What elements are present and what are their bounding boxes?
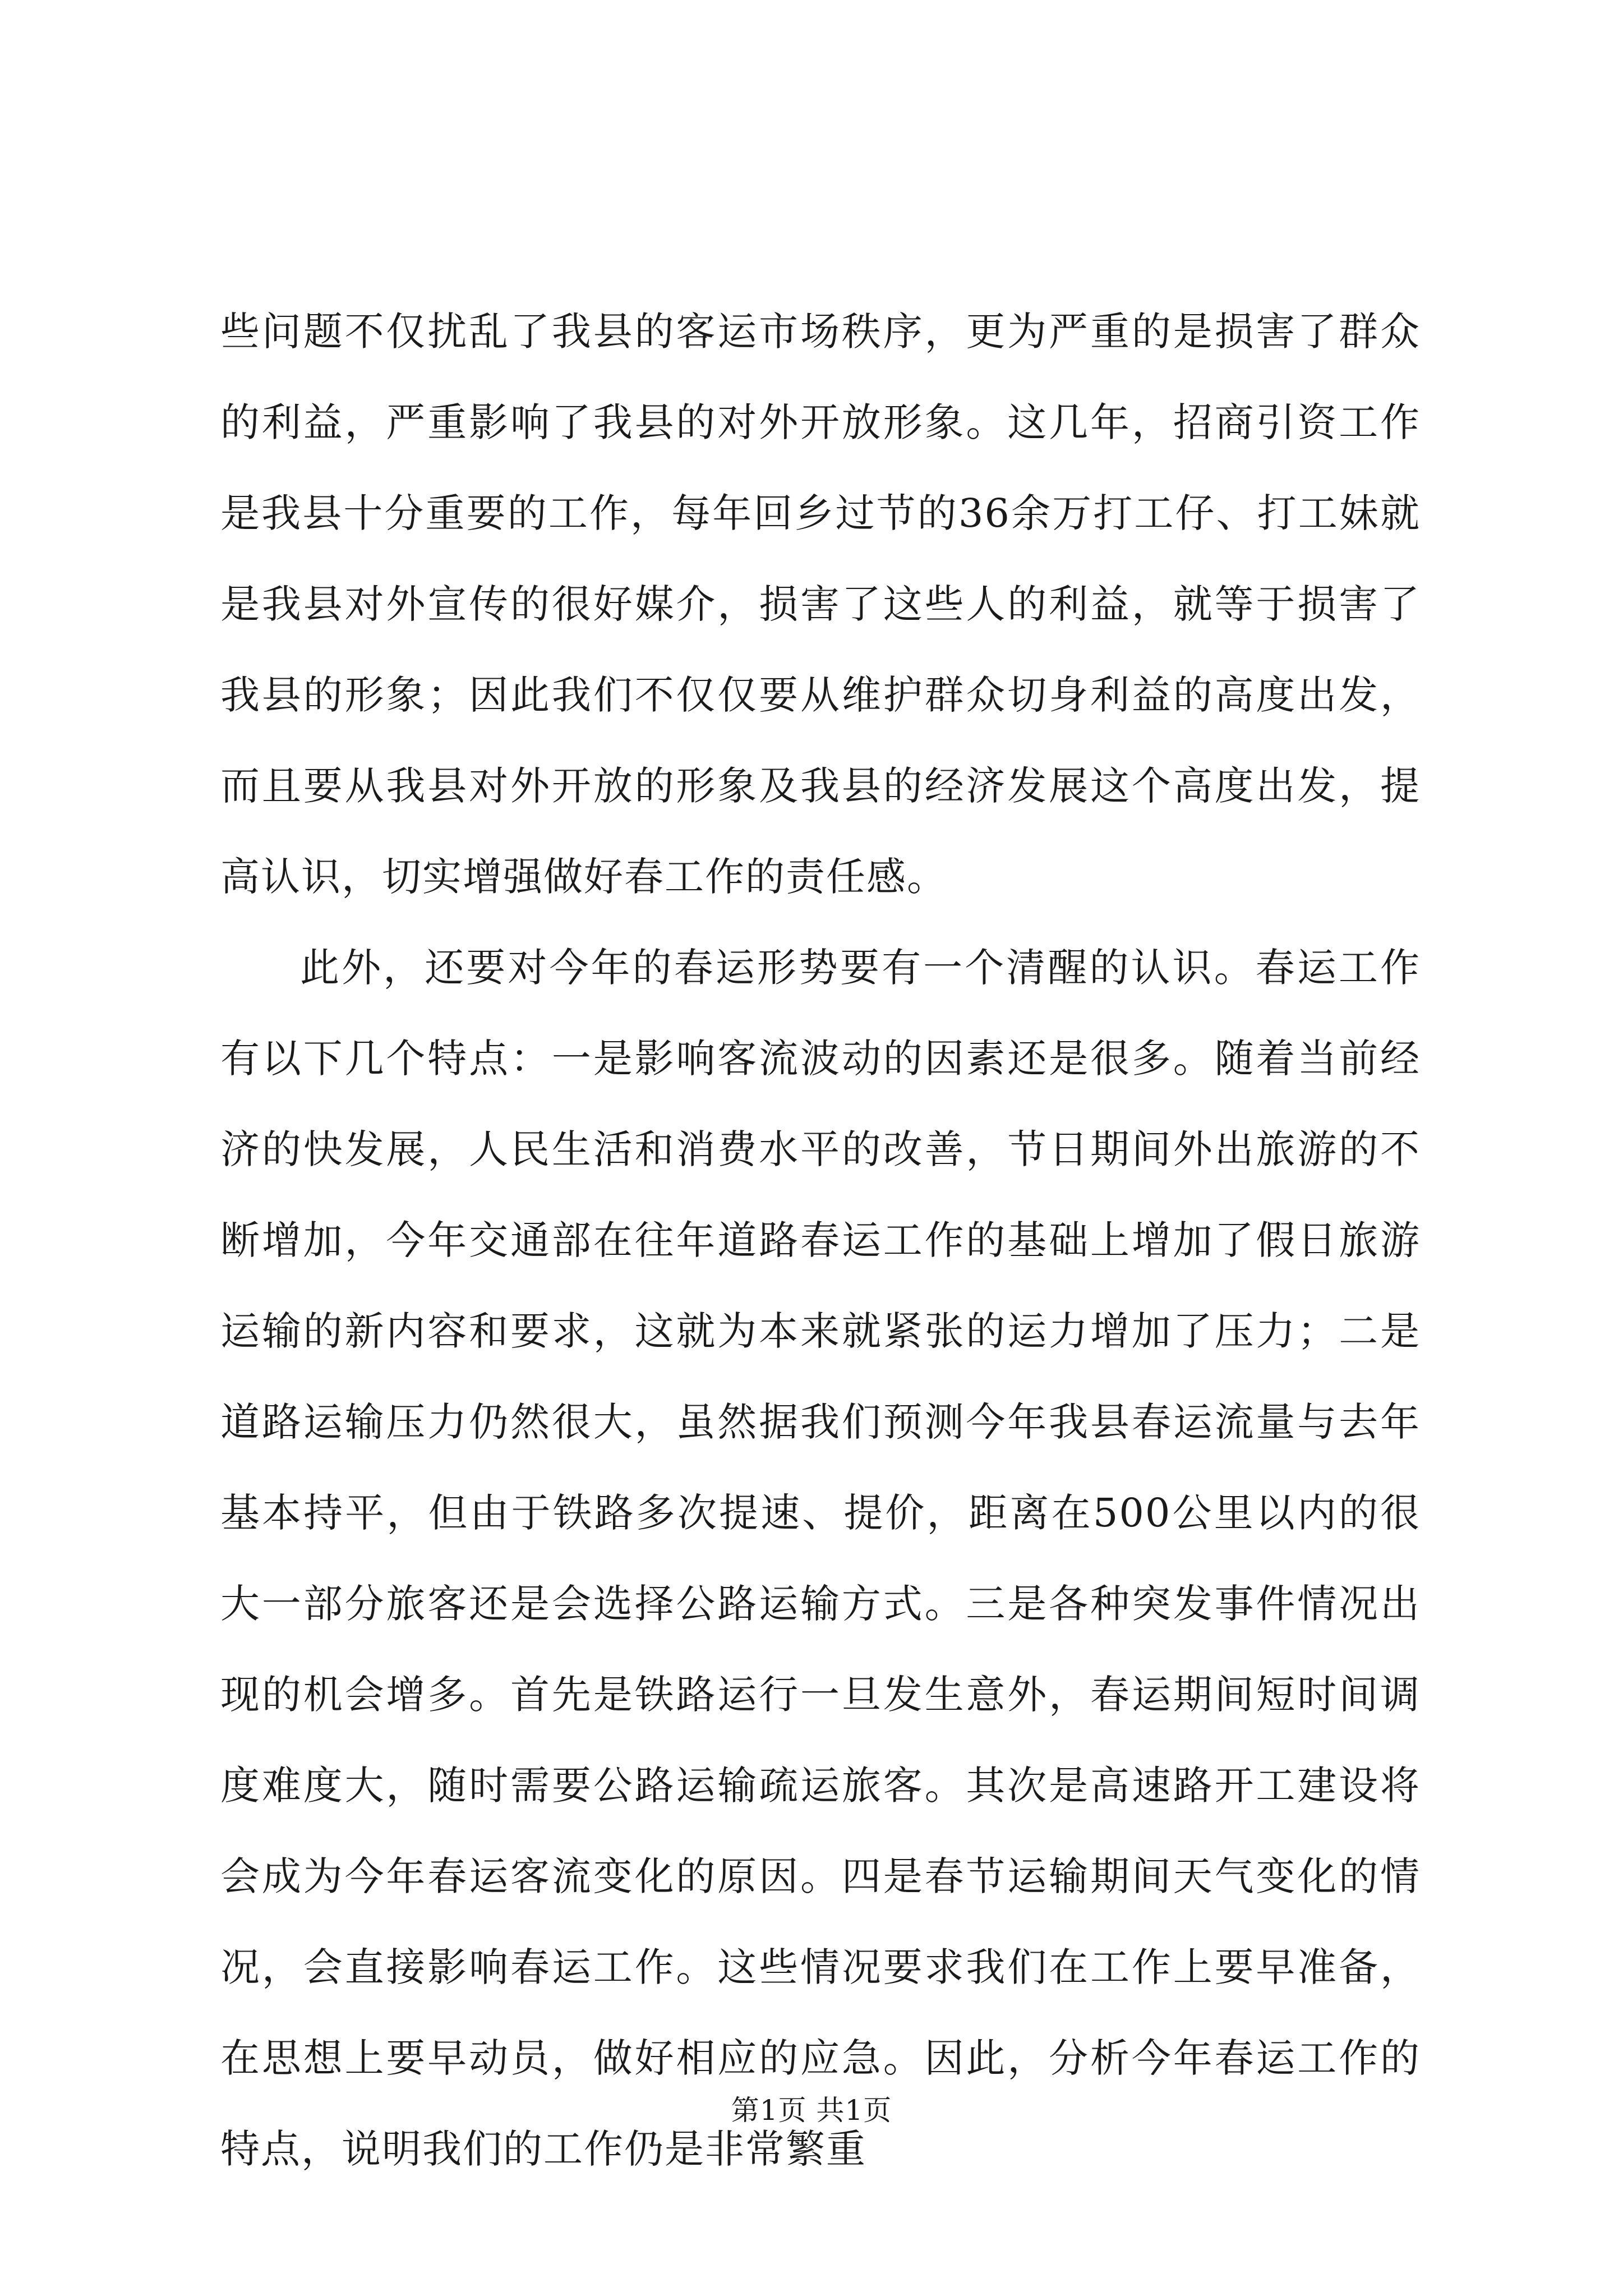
paragraph-2: 此外，还要对今年的春运形势要有一个清醒的认识。春运工作有以下几个特点：一是影响客流波动的因素还是很多。随着当前经济的快发展，人民生活和消费水平的改善，节日期间外出旅游的不断增加，今年交通部在往年道路春运工作的基础上增加了假日旅游运输的新内容和要求，这就为本来就紧张的运力增加了压力；二是道路运输压力仍然很大，虽然据我们预测今年我县春运流量与去年基本持平，但由于铁路多次提速、提价，距离在500公里以内的很大一部分旅客还是会选择公路运输方式。三是各种突发事件情况出现的机会增多。首先是铁路运行一旦发生意外，春运期间短时间调度难度大，随时需要公路运输疏运旅客。其次是高速路开工建设将会成为今年春运客流变化的原因。四是春节运输期间天气变化的情况，会直接影响春运工作。这些情况要求我们在工作上要早准备，在思想上要早动员，做好相应的应急。因此，分析今年春运工作的特点，说明我们的工作仍是非常繁重 (220, 945, 1421, 2172)
page-footer: 第1页 共1页 (731, 2094, 892, 2127)
document-body (220, 286, 1421, 2194)
paragraph-1: 些问题不仅扰乱了我县的客运市场秩序，更为严重的是损害了群众的利益，严重影响了我县的对外开放形象。这几年，招商引资工作是我县十分重要的工作，每年回乡过节的36余万打工仔、打工妹就是我县对外宣传的很好媒介，损害了这些人的利益，就等于损害了我县的形象；因此我们不仅仅要从维护群众切身利益的高度出发，而且要从我县对外开放的形象及我县的经济发展这个高度出发，提高认识，切实增强做好春工作的责任感。 (220, 309, 1421, 900)
